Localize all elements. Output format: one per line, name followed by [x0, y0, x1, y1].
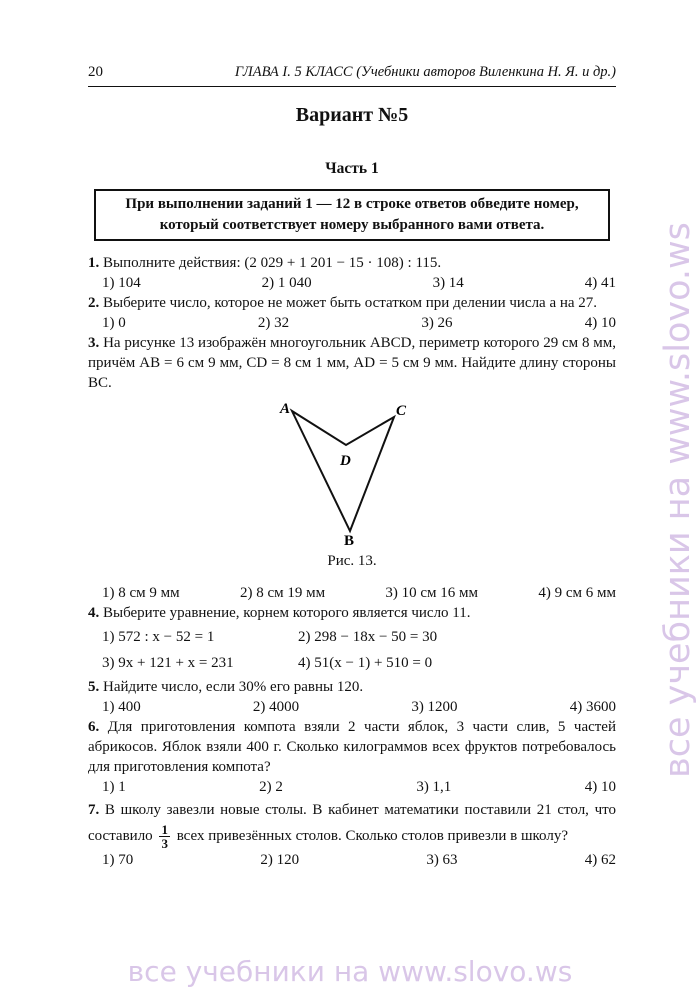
task-text: На рисунке 13 изображён многоугольник ABCD, периметр которого 29 см 8 мм, причём AB = 6 см 9 мм, CD = 8 см 1 мм, AD = 5 см 9 мм. Найдите длину стороны BC. — [88, 335, 617, 391]
task-text: Для приготовления компота взяли 2 части яблок, 3 части слив, 5 частей абрикосов. Яблок взяли 400 г. Сколько килограммов всех фруктов потребовалось для приготовления компота? — [88, 719, 616, 775]
task-number: 7. — [88, 802, 100, 818]
answer-option[interactable]: 4) 62 — [584, 852, 616, 869]
chapter-title: ГЛАВА I. 5 КЛАСС (Учебники авторов Виленкина Н. Я. и др.) — [234, 64, 616, 80]
task-2 — [88, 293, 616, 333]
vertex-label-a: A — [280, 401, 291, 417]
polygon-abcd-diagram — [278, 397, 418, 547]
task-number: 4. — [88, 605, 100, 621]
answer-option[interactable]: 2) 32 — [257, 315, 290, 331]
task-number: 6. — [88, 719, 100, 735]
task-list — [88, 253, 616, 870]
answer-option[interactable]: 4) 51(x − 1) + 510 = 0 — [298, 655, 433, 671]
task-3 — [88, 333, 616, 603]
task-text: Выберите число, которое не может быть остатком при делении числа a на 27. — [103, 295, 598, 311]
task-text-continued: всех привезённых столов. Сколько столов привезли в школу? — [176, 828, 568, 844]
answer-options — [88, 313, 616, 333]
fraction-denominator: 3 — [161, 836, 168, 852]
answer-option[interactable]: 3) 9x + 121 + x = 231 — [102, 655, 234, 671]
task-7 — [88, 797, 616, 870]
answer-option[interactable]: 3) 1,1 — [416, 779, 452, 795]
answer-option[interactable]: 4) 41 — [584, 275, 616, 291]
figure-caption: Рис. 13. — [327, 553, 377, 569]
answer-options — [88, 777, 616, 797]
answer-option[interactable]: 1) 104 — [102, 275, 141, 291]
bottom-watermark: все учебники на www.slovo.ws — [127, 955, 573, 988]
answer-option[interactable]: 2) 120 — [260, 852, 300, 869]
figure-13 — [88, 393, 616, 553]
vertex-label-b: B — [344, 533, 355, 547]
answer-option[interactable]: 2) 2 — [259, 779, 283, 795]
answer-option[interactable]: 3) 63 — [426, 852, 458, 869]
task-number: 2. — [88, 295, 100, 311]
answer-option[interactable]: 3) 10 см 16 мм — [385, 585, 479, 601]
answer-options — [88, 583, 616, 603]
part-title: Часть 1 — [325, 160, 379, 177]
instruction-box: При выполнении заданий 1 — 12 в строке ответов обведите номер, который соответствует номеру выбранного вами ответа. — [94, 189, 610, 241]
answer-option[interactable]: 2) 1 040 — [261, 275, 312, 291]
answer-option[interactable]: 3) 14 — [432, 275, 464, 291]
answer-option[interactable]: 4) 10 — [584, 779, 616, 795]
answer-option[interactable]: 2) 298 − 18x − 50 = 30 — [298, 629, 438, 645]
answer-option[interactable]: 1) 400 — [102, 699, 141, 715]
answer-options — [88, 850, 616, 870]
task-text: Выполните действия: (2 029 + 1 201 − 15 · 108) : 115. — [103, 255, 442, 271]
task-5 — [88, 677, 616, 717]
answer-option[interactable]: 1) 8 см 9 мм — [102, 585, 180, 601]
vertex-label-c: C — [396, 403, 407, 419]
answer-options — [88, 627, 616, 673]
answer-option[interactable]: 3) 1200 — [411, 699, 458, 715]
task-6 — [88, 717, 616, 797]
answer-option[interactable]: 3) 26 — [421, 315, 453, 331]
variant-title: Вариант №5 — [295, 104, 409, 126]
polygon-abcd — [292, 411, 394, 531]
answer-option[interactable]: 4) 9 см 6 мм — [538, 585, 616, 601]
task-1 — [88, 253, 616, 293]
vertex-label-d: D — [340, 453, 351, 469]
task-number: 1. — [88, 255, 100, 271]
answer-option[interactable]: 2) 4000 — [252, 699, 300, 715]
answer-option[interactable]: 1) 572 : x − 52 = 1 — [102, 629, 215, 645]
answer-option[interactable]: 4) 10 — [584, 315, 616, 331]
task-number: 5. — [88, 679, 100, 695]
task-4 — [88, 603, 616, 673]
answer-option[interactable]: 1) 0 — [102, 315, 126, 331]
fraction — [159, 823, 170, 850]
answer-options — [88, 697, 616, 717]
answer-option[interactable]: 1) 70 — [102, 852, 134, 869]
answer-options — [88, 273, 616, 293]
task-text: Выберите уравнение, корнем которого является число 11. — [103, 605, 471, 621]
task-number: 3. — [88, 335, 100, 351]
page-number: 20 — [88, 64, 103, 80]
textbook-page — [88, 62, 616, 870]
answer-option[interactable]: 2) 8 см 19 мм — [239, 585, 326, 601]
task-text: В школу завезли новые столы. В кабинет математики поставили 21 стол, что составило — [88, 802, 616, 844]
answer-option[interactable]: 4) 3600 — [569, 699, 616, 715]
answer-option[interactable]: 1) 1 — [102, 779, 126, 795]
side-watermark: все учебники на www.slovo.ws — [658, 222, 698, 778]
fraction-numerator: 1 — [161, 822, 168, 838]
task-text: Найдите число, если 30% его равны 120. — [103, 679, 364, 695]
page-header — [88, 62, 616, 87]
